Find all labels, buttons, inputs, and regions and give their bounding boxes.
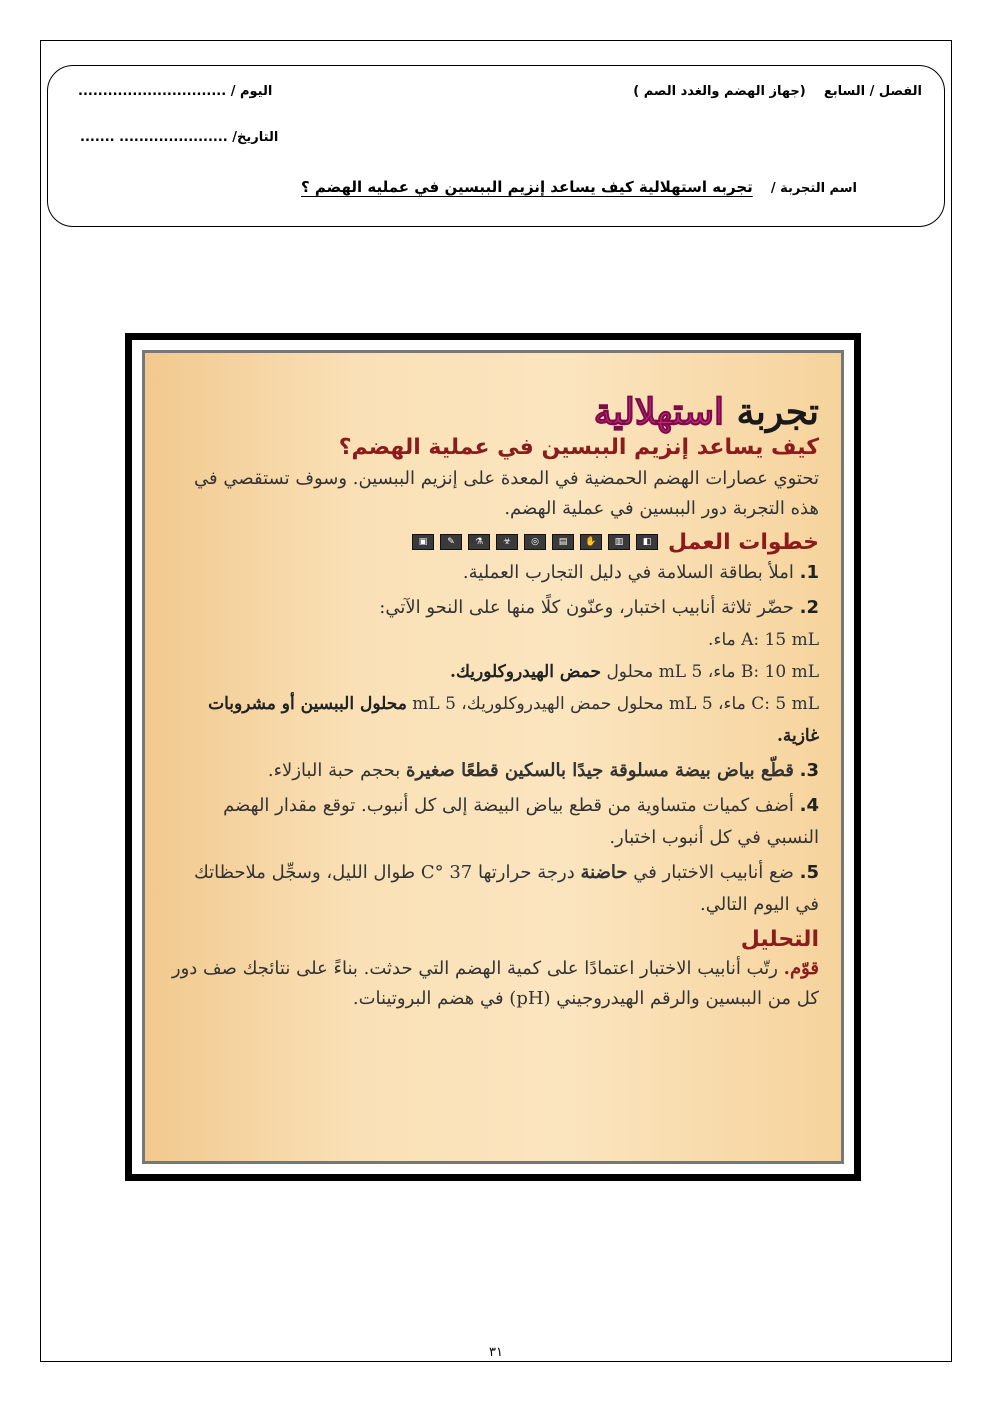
chapter-label: الفصل / (869, 84, 922, 99)
tube-b: B: 10 mL ماء، 5 mL محلول حمض الهيدروكلوريك. (450, 661, 819, 682)
step-3: 3. قطّع بياض بيضة مسلوقة جيدًا بالسكين قطعًا صغيرة بحجم حبة البازلاء. (267, 759, 819, 781)
step-5: 5. ضع أنابيب الاختبار في حاضنة درجة حرارتها 37 °C طوال الليل، وسجِّل ملاحظاتك في اليوم التالي. (193, 861, 819, 915)
day-field[interactable]: .............................. (78, 84, 227, 99)
day-label: اليوم / (230, 84, 273, 99)
step-4: 4. أضف كميات متساوية من قطع بياض البيضة إلى كل أنبوب. توقع مقدار الهضم النسبي في كل أنبوب اختبار. (223, 794, 819, 848)
step-1: 1. املأ بطاقة السلامة في دليل التجارب العملية. (462, 561, 819, 583)
safety-icon: ✋ (580, 534, 602, 550)
steps-heading (167, 530, 819, 555)
chapter-line (633, 84, 922, 99)
chapter-topic: (جهاز الهضم والغدد الصم ) (633, 84, 806, 99)
safety-icon: ⚗ (468, 534, 490, 550)
analysis-text: قوّم. رتّب أنابيب الاختبار اعتمادًا على كمية الهضم التي حدثت. بناءً على نتائجك صف دور كل من الببسين والرقم الهيدروجيني (pH) في هضم البروتينات. (171, 957, 819, 1009)
page-number: ٣١ (489, 1345, 503, 1360)
date-field[interactable]: ...................... ....... (80, 130, 228, 145)
safety-icon: ▣ (412, 534, 434, 550)
card-question: كيف يساعد إنزيم الببسين في عملية الهضم؟ (338, 434, 819, 460)
card-title (167, 393, 819, 433)
safety-icons (412, 534, 658, 550)
safety-icon: ✎ (440, 534, 462, 550)
day-line (78, 84, 272, 99)
card-title-word1: تجربة (736, 391, 819, 433)
analysis-lead: قوّم. (783, 957, 819, 979)
step-2: 2. حضّر ثلاثة أنابيب اختبار، وعنّون كلًا منها على النحو الآتي: A: 15 mL ماء. B: 10 mL ماء، 5 mL محلول حمض الهيدروكلوريك. C: 5 mL ماء، 5 mL محلول حمض الهيدروكلوريك، 5 mL محلول الببسين أو مشروبات غازية. (167, 592, 819, 752)
safety-icon: ▤ (552, 534, 574, 550)
steps-list (167, 557, 819, 921)
safety-icon: ☣ (496, 534, 518, 550)
card-intro: تحتوي عصارات الهضم الحمضية في المعدة على إنزيم الببسين. وسوف تستقصي في هذه التجربة دور الببسين في عملية الهضم. (194, 467, 819, 519)
safety-icon: ◎ (524, 534, 546, 550)
date-label: التاريخ/ (232, 130, 279, 145)
experiment-line (301, 178, 857, 196)
chapter-value: السابع (823, 84, 866, 99)
textbook-figure (125, 333, 861, 1181)
date-line (80, 130, 278, 145)
analysis-heading: التحليل (740, 926, 819, 952)
experiment-title: تجربه استهلالية كيف يساعد إنزيم الببسين في عمليه الهضم ؟ (301, 178, 753, 196)
steps-heading-text: خطوات العمل (668, 529, 819, 555)
tube-c: C: 5 mL ماء، 5 mL محلول حمض الهيدروكلوريك، 5 mL محلول الببسين أو مشروبات غازية. (208, 693, 819, 746)
experiment-label: اسم التجربة / (770, 181, 857, 196)
safety-icon: ▥ (608, 534, 630, 550)
experiment-card (142, 350, 844, 1164)
tube-a: A: 15 mL ماء. (708, 629, 819, 650)
safety-icon: ◧ (636, 534, 658, 550)
card-title-word2: استهلالية (593, 391, 724, 433)
